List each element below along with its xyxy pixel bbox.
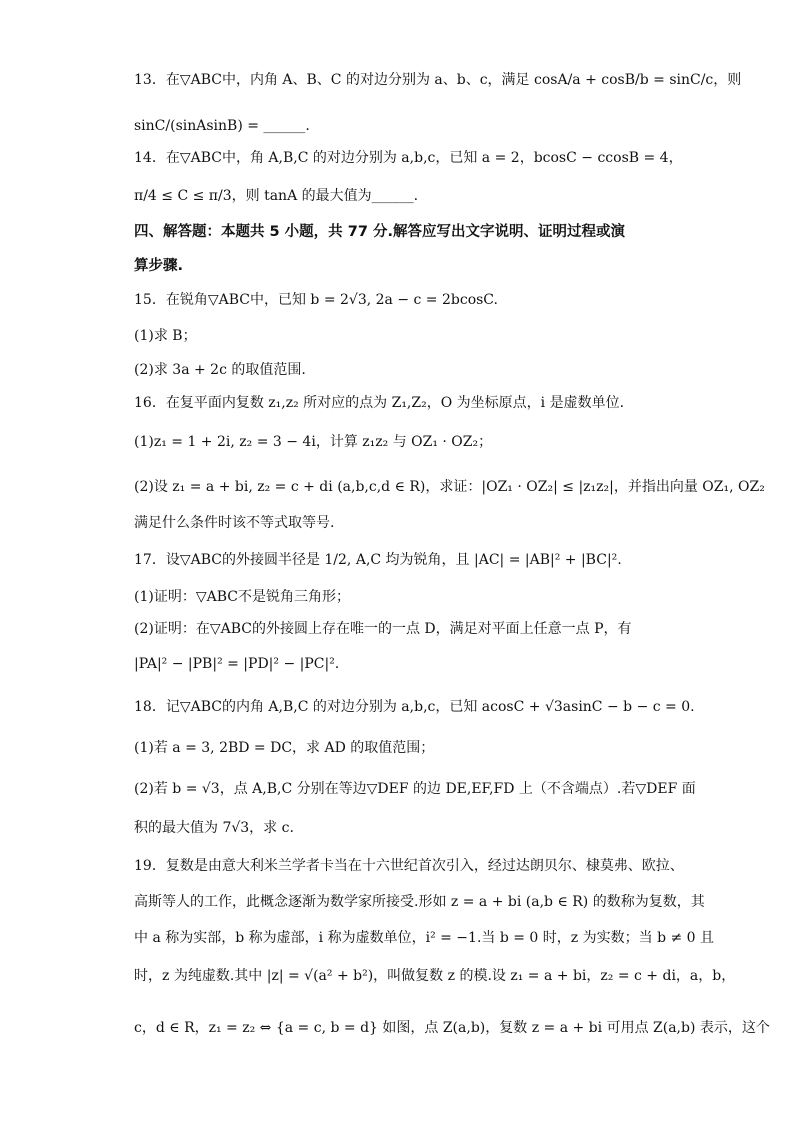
problem-18-part-2-continued: 积的最大值为 7√3，求 c. — [134, 820, 294, 836]
problem-14-line-1: 14．在▽ABC中，角 A,B,C 的对边分别为 a,b,c，已知 a = 2，bcosC − ccosB = 4， — [134, 150, 683, 166]
problem-13-line-1: 13．在▽ABC中，内角 A、B、C 的对边分别为 a、b、c，满足 cosA/a + cosB/b = sinC/c，则 — [134, 72, 742, 88]
problem-16-part-2: (2)设 z₁ = a + bi, z₂ = c + di (a,b,c,d ∈ R)，求证：|OZ₁ · OZ₂| ≤ |z₁z₂|，并指出向量 OZ₁, OZ₂ — [134, 479, 765, 495]
problem-17-part-2: (2)证明：在▽ABC的外接圆上存在唯一的一点 D，满足对平面上任意一点 P，有 — [134, 621, 632, 637]
problem-15-part-2: (2)求 3a + 2c 的取值范围. — [134, 362, 306, 378]
problem-18-stem: 18．记▽ABC的内角 A,B,C 的对边分别为 a,b,c，已知 acosC + √3asinC − b − c = 0. — [134, 699, 695, 715]
problem-13-line-2: sinC/(sinAsinB) = ______. — [134, 118, 310, 134]
problem-19-line-5: c，d ∈ R，z₁ = z₂ ⇔ {a = c, b = d} 如图，点 Z(a,b)，复数 z = a + bi 可用点 Z(a,b) 表示，这个 — [134, 1020, 770, 1036]
problem-17-part-2-continued: |PA|² − |PB|² = |PD|² − |PC|². — [134, 656, 340, 672]
problem-16-stem: 16．在复平面内复数 z₁,z₂ 所对应的点为 Z₁,Z₂，O 为坐标原点，i 是虚数单位. — [134, 395, 625, 411]
problem-19-line-1: 19．复数是由意大利米兰学者卡当在十六世纪首次引入，经过达朗贝尔、棣莫弗、欧拉、 — [134, 858, 684, 874]
problem-19-line-2: 高斯等人的工作，此概念逐渐为数学家所接受.形如 z = a + bi (a,b ∈ R) 的数称为复数，其 — [134, 894, 705, 910]
problem-17-part-1: (1)证明：▽ABC不是锐角三角形； — [134, 589, 350, 605]
problem-19-line-4: 时，z 为纯虚数.其中 |z| = √(a² + b²)，叫做复数 z 的模.设 z₁ = a + bi，z₂ = c + di，a，b， — [134, 968, 736, 984]
problem-18-part-1: (1)若 a = 3, 2BD = DC，求 AD 的取值范围； — [134, 740, 435, 756]
section-4-heading-line-2: 算步骤. — [134, 258, 184, 274]
problem-15-part-1: (1)求 B； — [134, 328, 197, 344]
problem-19-line-3: 中 a 称为实部，b 称为虚部，i 称为虚数单位，i² = −1.当 b = 0 时，z 为实数；当 b ≠ 0 且 — [134, 930, 715, 946]
problem-15-stem: 15．在锐角▽ABC中，已知 b = 2√3, 2a − c = 2bcosC. — [134, 292, 498, 308]
problem-14-line-2: π/4 ≤ C ≤ π/3，则 tanA 的最大值为______. — [134, 188, 419, 204]
section-4-heading-line-1: 四、解答题：本题共 5 小题，共 77 分.解答应写出文字说明、证明过程或演 — [134, 224, 625, 240]
problem-16-part-2-continued: 满足什么条件时该不等式取等号. — [134, 515, 335, 531]
problem-16-part-1: (1)z₁ = 1 + 2i, z₂ = 3 − 4i，计算 z₁z₂ 与 OZ₁ · OZ₂； — [134, 434, 493, 450]
problem-18-part-2: (2)若 b = √3，点 A,B,C 分别在等边▽DEF 的边 DE,EF,FD 上（不含端点）.若▽DEF 面 — [134, 781, 696, 797]
problem-17-stem: 17．设▽ABC的外接圆半径是 1/2, A,C 均为锐角，且 |AC| = |AB|² + |BC|². — [134, 552, 622, 568]
